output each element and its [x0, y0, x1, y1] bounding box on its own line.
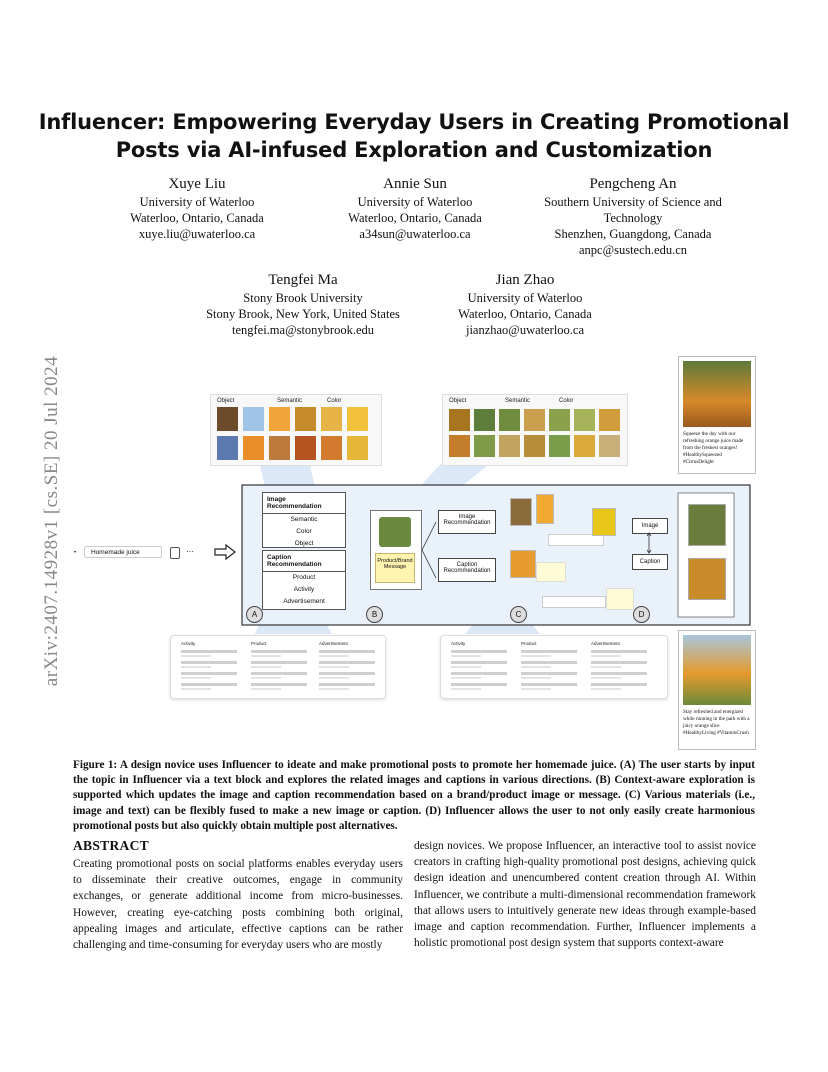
caption-line-sub — [591, 688, 621, 690]
image-thumbnail[interactable] — [347, 436, 368, 460]
tab-object[interactable]: Object — [449, 398, 467, 404]
image-thumbnail[interactable] — [574, 409, 595, 431]
caption-line-sub — [591, 677, 621, 679]
caption-line[interactable] — [319, 650, 375, 653]
image-thumbnail[interactable] — [217, 436, 238, 460]
caption-line[interactable] — [319, 661, 375, 664]
arxiv-stamp: arXiv:2407.14928v1 [cs.SE] 20 Jul 2024 — [41, 355, 62, 687]
author-name: Xuye Liu — [168, 176, 226, 192]
caption-line-sub — [451, 677, 481, 679]
caption-line-sub — [251, 655, 281, 657]
title-line-2: Posts via AI-infused Exploration and Customization — [115, 138, 713, 162]
image-thumbnail[interactable] — [321, 407, 342, 431]
image-thumbnail[interactable] — [474, 435, 495, 457]
caption-line[interactable] — [251, 650, 307, 653]
post-caption: Squeeze the day with our refreshing orange juice made from the freshest oranges! #HealthySqueezed #CitrusDelight — [683, 431, 744, 465]
author-affiliation: University of Waterloo — [139, 195, 255, 209]
card-column-title: Product — [521, 641, 537, 646]
branch-arrows — [420, 512, 440, 582]
rec-item[interactable]: Activity — [293, 586, 315, 593]
caption-line-sub — [521, 666, 551, 668]
image-thumbnail[interactable] — [499, 435, 520, 457]
caption-line[interactable] — [319, 683, 375, 686]
product-panel — [370, 510, 422, 590]
caption-line[interactable] — [521, 683, 577, 686]
caption-line-sub — [591, 655, 621, 657]
tab-color[interactable]: Color — [559, 398, 574, 404]
caption-recommendation-box[interactable]: Caption Recommendation — [438, 558, 496, 582]
image-thumbnail[interactable] — [449, 435, 470, 457]
image-thumbnail[interactable] — [599, 435, 620, 457]
caption-card-right — [440, 635, 668, 699]
caption-card-left — [170, 635, 386, 699]
image-thumbnail[interactable] — [243, 436, 264, 460]
image-thumbnail[interactable] — [347, 407, 368, 431]
abstract-heading: ABSTRACT — [73, 838, 149, 853]
caption-recommendation-panel — [262, 550, 346, 610]
card-column-title: Advertisement — [319, 641, 348, 646]
caption-box[interactable]: Caption — [632, 554, 668, 570]
author-name: Tengfei Ma — [268, 272, 338, 288]
author-email: jianzhao@uwaterloo.ca — [465, 323, 585, 337]
caption-line[interactable] — [451, 672, 507, 675]
image-thumbnail[interactable] — [574, 435, 595, 457]
title-line-1: Influencer: Empowering Everyday Users in Creating Promotional — [38, 110, 790, 134]
caption-line[interactable] — [251, 683, 307, 686]
caption-line[interactable] — [181, 683, 237, 686]
panel-title: Image Recommendation — [263, 493, 345, 514]
caption-line[interactable] — [521, 672, 577, 675]
author-affiliation: Technology — [603, 211, 663, 225]
image-thumbnail[interactable] — [295, 407, 316, 431]
image-thumbnail[interactable] — [499, 409, 520, 431]
author-location: Waterloo, Ontario, Canada — [458, 307, 592, 321]
image-grid-left — [210, 394, 382, 466]
caption-line[interactable] — [181, 650, 237, 653]
rec-item[interactable]: Advertisement — [283, 598, 325, 605]
panel-title: Caption Recommendation — [263, 551, 345, 572]
label-c: C — [510, 606, 527, 623]
label-b: B — [366, 606, 383, 623]
image-thumbnail[interactable] — [474, 409, 495, 431]
author-location: Waterloo, Ontario, Canada — [130, 211, 264, 225]
author-location: Waterloo, Ontario, Canada — [348, 211, 482, 225]
image-thumbnail[interactable] — [321, 436, 342, 460]
material-image[interactable] — [510, 550, 536, 578]
caption-line[interactable] — [591, 672, 647, 675]
caption-line-sub — [521, 677, 551, 679]
copy-icon[interactable] — [170, 547, 180, 559]
author-affiliation: University of Waterloo — [357, 195, 473, 209]
caption-line-sub — [521, 688, 551, 690]
author-block — [528, 174, 738, 258]
bullet-icon: • — [74, 550, 77, 556]
abstract-text-right: design novices. We propose Influencer, an interactive tool to assist novice creators in crafting high-quality promotional post designs, achieving quick design ideation and unencumbered content creation through AI. Within Influencer, we contribute a multi-dimensional recommendation framework that allows users to intuitively generate new ideas through example-based image and caption recommendation. Further, Influencer implements a holistic promotional post design system that supports context-aware — [414, 840, 756, 950]
author-email: xuye.liu@uwaterloo.ca — [138, 227, 256, 241]
post-caption: Stay refreshed and energized while running in the park with a juicy orange slice #HealthyLiving #VitaminCrush — [683, 709, 750, 736]
image-grid-right — [442, 394, 628, 466]
caption-line[interactable] — [251, 672, 307, 675]
label-d: D — [633, 606, 650, 623]
author-name: Jian Zhao — [495, 272, 555, 288]
tab-semantic[interactable]: Semantic — [505, 398, 531, 404]
caption-line-sub — [181, 677, 211, 679]
material-image[interactable] — [536, 494, 554, 524]
fused-image[interactable] — [592, 508, 616, 536]
tab-semantic[interactable]: Semantic — [277, 398, 303, 404]
image-recommendation-panel — [262, 492, 346, 548]
caption-line-sub — [181, 666, 211, 668]
post-preview-bottom — [678, 630, 756, 750]
card-column-title: Activity — [451, 641, 466, 646]
rec-item[interactable]: Semantic — [290, 516, 318, 523]
image-thumbnail[interactable] — [295, 436, 316, 460]
caption-line[interactable] — [451, 650, 507, 653]
post-preview-top — [678, 356, 756, 474]
author-email: tengfei.ma@stonybrook.edu — [231, 323, 375, 337]
image-thumbnail[interactable] — [549, 409, 570, 431]
image-thumbnail[interactable] — [524, 409, 545, 431]
tab-color[interactable]: Color — [327, 398, 342, 404]
caption-line-sub — [181, 688, 211, 690]
rec-item[interactable]: Product — [292, 574, 316, 581]
rec-item[interactable]: Color — [296, 528, 312, 535]
caption-line[interactable] — [319, 672, 375, 675]
teaser-figure — [70, 352, 760, 752]
post-alternative[interactable] — [688, 504, 726, 546]
caption-line[interactable] — [591, 650, 647, 653]
author-block — [198, 270, 408, 338]
vertical-arrow — [646, 532, 652, 554]
paper-title — [0, 108, 828, 164]
arrow-right-icon — [214, 544, 236, 560]
card-column-title: Advertisement — [591, 641, 620, 646]
running-orange-image — [683, 635, 751, 705]
caption-line[interactable] — [181, 672, 237, 675]
author-affiliation: University of Waterloo — [467, 291, 583, 305]
author-location: Shenzhen, Guangdong, Canada — [554, 227, 712, 241]
image-thumbnail[interactable] — [524, 435, 545, 457]
author-email: a34sun@uwaterloo.ca — [359, 227, 471, 241]
author-name: Annie Sun — [383, 176, 447, 192]
material-image[interactable] — [510, 498, 532, 526]
caption-line-sub — [251, 677, 281, 679]
caption-line[interactable] — [591, 661, 647, 664]
caption-line-sub — [251, 666, 281, 668]
author-block — [420, 270, 630, 338]
caption-line[interactable] — [181, 661, 237, 664]
caption-line-sub — [319, 677, 349, 679]
caption-line[interactable] — [591, 683, 647, 686]
image-thumbnail[interactable] — [269, 436, 290, 460]
author-block — [92, 174, 302, 242]
product-image — [379, 517, 411, 547]
fused-caption[interactable] — [606, 588, 634, 610]
caption-line-sub — [451, 666, 481, 668]
caption-line[interactable] — [521, 661, 577, 664]
material-note[interactable] — [536, 562, 566, 582]
caption-line-sub — [319, 666, 349, 668]
orange-juice-image — [683, 361, 751, 427]
caption-line-sub — [319, 688, 349, 690]
topic-input[interactable]: Homemade juice — [84, 546, 162, 558]
author-location: Stony Brook, New York, United States — [206, 307, 400, 321]
caption-line-sub — [451, 688, 481, 690]
author-affiliation: Southern University of Science and — [544, 195, 722, 209]
abstract-text-left: Creating promotional posts on social platforms enables everyday users to disseminate their creative outcomes, engage in community exchanges, or generate additional income from micro-businesses. However, creating eye-catching posts combining both original, appealing images and articulate, effective captions can be rather challenging and time-consuming for everyday users who are mostly — [73, 858, 403, 952]
image-thumbnail[interactable] — [243, 407, 264, 431]
author-email: anpc@sustech.edu.cn — [578, 243, 687, 257]
product-message[interactable]: Product/Brand Message — [375, 553, 415, 583]
caption-line-sub — [591, 666, 621, 668]
rec-item[interactable]: Object — [294, 540, 314, 547]
image-recommendation-box[interactable]: Image Recommendation — [438, 510, 496, 534]
image-thumbnail[interactable] — [449, 409, 470, 431]
fusion-input[interactable] — [542, 596, 606, 608]
caption-line-sub — [319, 655, 349, 657]
caption-line[interactable] — [251, 661, 307, 664]
caption-line-sub — [251, 688, 281, 690]
more-icon[interactable]: ⋯ — [186, 547, 194, 556]
caption-line[interactable] — [451, 661, 507, 664]
caption-line-sub — [451, 655, 481, 657]
image-thumbnail[interactable] — [217, 407, 238, 431]
label-a: A — [246, 606, 263, 623]
tab-object[interactable]: Object — [217, 398, 235, 404]
caption-line[interactable] — [451, 683, 507, 686]
image-thumbnail[interactable] — [269, 407, 290, 431]
image-box[interactable]: Image — [632, 518, 668, 534]
author-block — [310, 174, 520, 242]
image-thumbnail[interactable] — [599, 409, 620, 431]
caption-line-sub — [181, 655, 211, 657]
caption-line[interactable] — [521, 650, 577, 653]
caption-line-sub — [521, 655, 551, 657]
post-alternative[interactable] — [688, 558, 726, 600]
image-thumbnail[interactable] — [549, 435, 570, 457]
card-column-title: Product — [251, 641, 267, 646]
figure-caption: Figure 1: A design novice uses Influencer to ideate and make promotional posts to promote her homemade juice. (A) The user starts by input the topic in Influencer via a text block and explores the related images and captions in various directions. (B) Context-aware exploration is supported which updates the image and caption recommendation based on a brand/product image or message. (C) Various materials (i.e., image and text) can be flexibly fused to make a new image or caption. (D) Influencer allows the user to not only easily create harmonious promotional posts but also quickly obtain multiple post alternatives. — [73, 759, 755, 832]
card-column-title: Activity — [181, 641, 196, 646]
author-name: Pengcheng An — [589, 176, 677, 192]
author-affiliation: Stony Brook University — [243, 291, 363, 305]
